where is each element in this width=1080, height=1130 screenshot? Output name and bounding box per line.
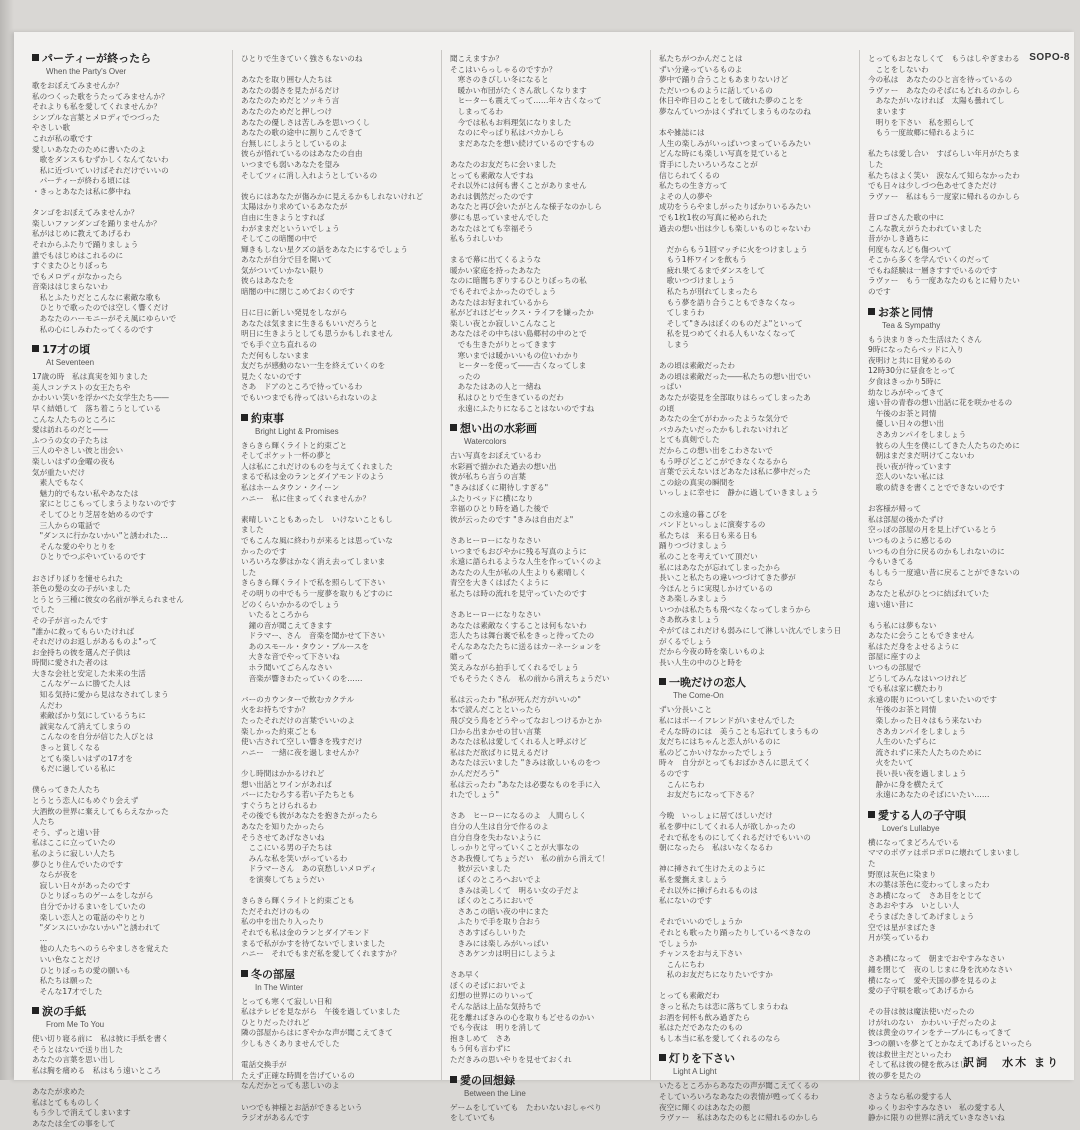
bullet-square-icon — [868, 811, 875, 818]
bullet-square-icon — [32, 54, 39, 61]
song-lyrics: ずい分長いこと 私にはボーイフレンドがいませんでした そんな時のには 美うことも忘れてしまうもの 友だちにはちゃんと恋人がいるのに 私のどこかいけなかったでしょう 時々 自分がとってもおばかさんに思えてく るのです こんにちわ お友だちになって下さる？ 今晩 いっしょに居てほしいだけ 私を夢中にしてくれる人が欲しかったの それで私をものにしてくれるだけでもいいの 朝になったら 私はいなくなるわ 神に挿されて生けたえのように 私を愛撫えましょう それ以外に挿げられるものは 私にないのです それでいいのでしょうか それとも歌ったり踊ったりしているべきなの でしょうか チャンスをお与え下さい こんにちわ 私のお友だちになりたいですか とっても素敵だわ きっと私たちは恋に落ちてしまうわね お酒を何杯も飲み過ぎたら 私はただであなたのもの もし本当に私を愛してくれるのなら — [659, 705, 819, 1043]
song-title — [659, 1052, 849, 1066]
song-subtitle: The Come-On — [673, 691, 724, 701]
bullet-square-icon — [450, 1076, 457, 1083]
song-title-text: 一晩だけの恋人 — [669, 676, 746, 690]
binding-shadow — [0, 0, 14, 1080]
song-lyrics: 聞こえますか？ そこはいらっしゃるのですか？ 寒さのきびしい冬になると 暖かい布団がたくさん欲しくなります ヒーターも震えてって……年々古くなって しまってるわ 今では私もお料理気になりました なのにやっぱり私はバカかしら まだあなたを想い続けているのですもの あなたのお友だちに会いました とっても素敵な人ですね それ以外には何も書くことがありません あれは偶然だったのです あなたと再び会いたがとんな様子なのかしら 夢にも思っていませんでした あなたはとても幸福そう 私もうれしいわ まるで幕に出てくるような 暖かい家庭を持ったあなた なのに暗闇ちぎりするひとりぼっちの私 でもそれでよかったのでしょう あなたはお好まれているから 私がどれほどセックス・ライフを嫌ったか 楽しい夜とか寂しいこんなこと あなたはその中ちはい島郷村の中のとで でも生きたがりとってきます 寒いまでは暖かいいもの位いわかり ヒーターを使って――古くなってしま ったの あなたはあの人と一緒ね 私はひとりで生きているのだわ 永遠にふたりになることはないのですね — [450, 54, 602, 413]
song-subtitle: Tea & Sympathy — [882, 320, 941, 330]
song-title-text: 愛の回想録 — [460, 1073, 515, 1087]
song-title — [868, 306, 1058, 320]
song-title — [32, 1005, 222, 1019]
song-subtitle: At Seventeen — [46, 358, 95, 368]
song-block — [450, 1074, 640, 1124]
song-block — [868, 54, 1058, 298]
song-title-text: 17才の頃 — [42, 343, 91, 357]
song-title-text: パーティーが終ったら — [42, 52, 152, 65]
song-title — [659, 676, 849, 690]
song-block — [241, 968, 431, 1124]
song-lyrics: きらきら輝くライトと約束ごと そしてポケット一杯の夢と 人は私にこれだけのものを与えてくれました まるで私は金のランとダイアモンドのよう 私はホームタウン・クイーン ハニー 私に住まってくれませんか？ 素晴しいこともあったし いけないこともし ました でもこんな風に終わりが来るとは思っていな かったのです いろいろな夢はかなく消え去ってしまいま した きらきら輝くライトで私を照らして下さい その明りの中でもう一度夢を取りもどすのに どのくらいかかるのでしょう いたるところから 鐘の音が聞こえてきます ドラマー、さん 音楽を聞かせて下さい あのスモール・タウン・ブルースを 大きな音でやって下さいね ホラ聞いてごらんなさい 音楽が響きわたっていくのを…… バーのカウンターで飲むカクテル 火をお持ちですか？ たったそれだけの言葉でいいのよ 楽しかった約束ごとも 使い古されて空しい響きを残すだけ ハニー 一緒に夜を過しませんか？ 少し時間はかかるけれど 想い出話とワインがあれば バーにたむろする若い子たちとも すぐうちとけられるわ その後でも彼があなたを抱きたがったら あなたを知りたかったら そうさせてあげなさいね ここにいる男の子たちは みんな私を笑いがっているわ ドラマーさん あの哀愁しいメロディ を演奏してちょうだい きらきら輝くライトと約束ごとも ただそれだけのもの 私の中を出たり入ったり それでも私は金のランとダイアモンド まるで私がかすを待てないでしまいました ハニー それでもまだ私を愛してくれますか？ — [241, 440, 401, 959]
bullet-square-icon — [450, 424, 457, 431]
bullet-square-icon — [32, 1007, 39, 1014]
lyrics-columns — [24, 50, 1068, 1129]
song-block — [659, 676, 849, 1044]
song-title — [868, 809, 1058, 823]
song-title-text: 想い出の水彩画 — [460, 422, 537, 436]
song-lyrics: とっても寒くて寂しい日和 私はテレビを見ながら 午後を過していました ひとりだったけれど 隣の部屋からはにぎやかな声が聞こえてきて 少しもさくありませんでした 電話交換手が たえず正確な時間を告げているの なんだかとっても悲しいのよ いつでも神様とお話ができるという ラジオがあるんです — [241, 996, 401, 1123]
song-lyrics: 横になってまどろんでいる ママのポヴァはポロポロに壊れてしまいまし た 野原は灰色に染まり 木の葉は茶色に変わってしまったわ さあ横になって さあ目をとじて さあおやすみ いとしい人 そうまばたきしてあげましょう 空では星がまばたき 月が笑っているわ さあ横になって 朝までおやすみなさい 鐘を閉じて 夜のしじまに身を沈めなさい 横になって 愛や天国の夢を見るのよ 愛の子守唄を歌ってあげるから その昔は彼は魔法使いだったの けがれのない かわいい子だったのよ 彼は黄金のワインをテーブルにもってきて 3つの願いを夢とてとかなえてあげるといったら 彼は救世主だといったわ そして私は彼の健を飲みほし 彼の夢を見たの さようなら私の愛する人 ゆっくりおやすみなさい 私の愛する人 静かに限りの世界に消えていきなさいね — [868, 837, 1033, 1123]
song-lyrics: とってもおとなしくて もうはしやぎまわる ことをしないわ 今の私は あなたのひと言を待っているの ラヴァー あなたのそばにもどれるのかしら あなたがいなければ 太陽も曇れてし まいます 明りを下さい 私を照らして もう一度故郷に帰れるように 私たちは愛し合い すばらしい年月がたちま した 私たちはよく笑い 涙なんて知らなかったわ でも日々は少しづつ色あせてきただけ ラヴァー 私はもう一度家に帰れるのかしら 昔ロゴさんた歌の中に こんな教えがうたわれていました 昔がかしき過ちに 何度もなんども傷ついて そこから多くを学んでいくのだって でもね経験は一層きすすでいるのです ラヴァー もう一度あなたのもとに帰りたい のです — [868, 54, 1020, 297]
lyrics-column — [24, 50, 233, 1129]
song-subtitle: Between the Line — [464, 1088, 526, 1098]
lyrics-column — [233, 50, 442, 1123]
translation-credit: 訳詞 水木 まり — [963, 1056, 1060, 1069]
song-title — [450, 422, 640, 436]
song-subtitle: Light A Light — [673, 1067, 717, 1077]
song-block — [450, 422, 640, 1065]
song-block — [32, 343, 222, 997]
song-title-text: 灯りを下さい — [669, 1052, 735, 1066]
song-title-text: お茶と同情 — [878, 305, 933, 319]
bullet-square-icon — [659, 1054, 666, 1061]
song-lyrics: もう決まりきった生活はたくさん 9時になったらベッドに入り 夜明けと共に目覚めるの 12時30分に昼食をとって 夕食はきっかり5時に 幼なじみがやってきて 遠い昔の青春の想い出話に花を咲かせるの 午後のお茶と同情 優しい日々の想い出 さあカンパイをしましょう 彼らの人生を僕にしてきた人たちのために 朝はまだまだ明けてこないわ 長い夜が待っています 恋人のいない私には 歌の続きを書くことでできないのです お客様が帰って 私は部屋の後かたずけ 空っぽの部屋の月を見上げているとう いつものように感じるの いつもの自分に戻るのかもしれないのに 今もいきてる もしもう一度遠い昔に戻ることができないの なら あなたと私がひとつに結ばれていた 遠い遠い昔に もう私には夢もない あなたに会うこともできません 私はただ身をよせるように 部屋に座すのよ いつもの部屋で どうしてみんなはいつけれど でも私は家に横たわり 永遠の眠りについてしまいたいのです 午後のお茶と同情 楽しかった日々はもう来ないわ さあカンパイをしましょう 人生のいたずらに 流されずに来た人たちのために 火をたいて 長い長い夜を過しましょう 静かに身を横たえて 永遠にあなたのそばにいたい…… — [868, 334, 1020, 800]
song-lyrics: 私たちがつかんだことは ずい分違っているものよ 夢中で踊り合うこともあまりないけど ただいつものように話しているの 休日や昨日のことをして破れた夢のことを 夢なんていつかはくずれてしまうものなのね 本や雑誌には 人生の楽しみがいっぱいつまっているみたい どんな時にも楽しい写真を見ていると 背手にしたいろいろなことが 信じられてくるの 私たちの生き方って よその人の夢や 成功をうらやましがったりばかりいるみたい でも1枚1枚の写真に秘められた 過去の想い出は少しも楽しいものじゃないわ だからもう1回マッチに火をつけましょう もう1杯ワインを飲もう 疲れ果てるまでダンスをして 歌いつづけましょう 私たちが別れてしまったら もう夢を語り合うこともできなくなっ てしまうわ そして"きみはぼくのものだよ"といって 私を見つめてくれる人もいなくなって しまう あの頃は素敵だったわ あの頃は素敵だった――私たちの想い出でい っぱい あなたが姿見を全部取りはらってしまったあ の頃 あなたの全てがわかったような気分で バカみたいだったかもしれないけれど とても真剣でした だからこの想い出をこわさないで もう呼びどこどこができなくなるから 言葉で云えないほどあなたは私に夢中だった この絵の真実の瞬間を いっしょに幸せに 静かに過していきましょう この永遠の暮こびを バンドといっしょに演奏するの 私たちは 来る日も来る日も 踊りつづけましょう 私のことを考えていて頂だい 私にはあなたが忘れてしまったから 長いこと私たちの違いつづけてきた夢が 今ほんとうに実現しかけているの さあ楽しみましょう いつかは私たちも飛べなくなってしまうから さあ飲みましょう やがてはこれだけも弱みにして淋しい沈んでしまう日 がくるでしょう だから今夜の時を楽しいものよ 長い人生の中のひと時を — [659, 54, 842, 667]
lyrics-column — [442, 50, 651, 1123]
bullet-square-icon — [32, 345, 39, 352]
song-title-text: 涙の手紙 — [42, 1005, 86, 1019]
song-lyrics: 使い切り寝る前に 私は彼に手紙を書く そうとはないで送り出した あなたの言葉を思い出し 私は胸を痛める 私はもう遠いところ あなたが求めた 私はとてもものしく もう少しで消えてしまいます あなたは全ての事をして — [32, 1034, 169, 1129]
catalog-number: SOPO-8 — [1029, 52, 1070, 63]
song-subtitle: Watercolors — [464, 437, 507, 447]
song-title — [32, 343, 222, 357]
song-subtitle: From Me To You — [46, 1020, 105, 1030]
song-lyrics: いたるところからあなたの声が聞こえてくるの そしていろいろなあなたの表情が甦ってくるわ 夜空に輝くのはあなたの顔 ラヴァー 私はあなたのもとに帰れるのかしら — [659, 1081, 819, 1123]
lyrics-column — [651, 50, 860, 1123]
song-subtitle: Lover's Lullabye — [882, 823, 940, 833]
song-block — [450, 54, 640, 414]
song-title-text: 冬の部屋 — [251, 967, 295, 981]
song-lyrics: 古い写真をおぼえているわ 水彩画で描かれた過去の想い出 彼が私ちら言うの言葉 "きみはぼくに期待しすぎる" ふたりベッドに横になり 幸福のひとり時を過した後で 彼が云ったのです "きみは自由だよ" さあヒーローになりなさい いつまでもおびやかに残る写真のように 永遠に語られるような人生を作っていくのよ あなたの人生が私の人生よりも素晴しく 青空を大きくはばたくように 私たちは時の流れを見守っていたのです さあヒーローになりなさい あなたは素敵なくすることは何もないわ 恋人たちは舞台裏で私をきっと待ってたの そんなあなたたちに送るはカーネーションを 贈って 笑えみながら拍手してくれるでしょう でもそうたくさん 私の前から消えちょうだい 私は云ったわ "私が死んだ方がいいの" 本で読んだことといったら 飛び交う鳥をどうやってなおしつけるかとか 口から出まかせの甘い言葉 あなたは私は愛してくれる人と呼ぶけど 私はただ欲ばりに見えるだけ あなたは云いました "きみは欲しいものをつ かんだだろう" 私は云ったわ "あなたは必要なものを手に入 れたでしょう" さあ ヒーローになるのよ 人間らしく 自分の人生は自分で作るのよ 自分自身を失わないように しっかりと守っていくことが大事なの さあ我慢してちょうだい 私の前から消えて！ 彼が云いました ぼくのところへおいでよ きみは美しくて 明るい女の子だよ ぼくのところにおいで さあこの暗い夜の中にまた ふたりで手を取り合おう さあすばらしいりた きみには楽しみがいっぱい さあケンカは明日にしようよ さあ早く ぼくのそばにおいでよ 幻想の世界にのりいって そんな話は上品な気持ちで 花を離ればきみの心を取りもどせるのかい でも今夜は 明りを消して 抱きしめて さあ もう何も言わずに ただきみの思いやりを見せておくれ — [450, 451, 610, 1065]
song-block — [32, 52, 222, 335]
song-block — [868, 809, 1058, 1124]
bullet-square-icon — [241, 970, 248, 977]
song-lyrics: ゲームをしていても たわいないおしゃべり をしていても — [450, 1102, 602, 1123]
song-title — [450, 1074, 640, 1088]
song-subtitle: In The Winter — [255, 982, 303, 992]
lyrics-column — [860, 50, 1068, 1123]
lyrics-sheet — [14, 32, 1074, 1129]
song-title-text: 約束事 — [251, 411, 284, 425]
song-block — [659, 54, 849, 668]
song-block — [659, 1052, 849, 1123]
song-title — [241, 968, 431, 982]
song-subtitle: When the Party's Over — [46, 67, 127, 76]
song-lyrics: 17歳の時 私は真実を知りました 美人コンテストの女王たちや かわいい笑いを浮かべた女学生たち―― 早く結婚して 落ち着こうとしている こんな人たちのところに 愛は訪れるのだと―― ふつうの女の子たちは 三人のやさしい彼と出会い 楽しいはずの金曜の夜も 気が重たいだけ 素人でもなく 魅力的でもない私やあなたは 家にとじこもってしまうよりないのです そしてひとり芝居を始めるのです 三人からの電話で "ダンスに行かないかい"と誘われた… そんな愛のやりとりを ひとりでつぶやいているのです おさげりぼりを憧せられた 茶色の髪の女の子がいました とうとう三種に彼女の名前が挙えられません でした その子が言ったんです "誰かに救ってもらいたければ それだけのお返しがあるものよ"って お金持ちの彼を選んだ子供は 時間に愛された者のは 大きな会社と安定した未来の生活 こんなゲームに勝てた人は 知る気持に愛から見はなされてしまう んだわ 素敵ばかり気にしているうちに 誠実なんて消えてしまうの こんなのを自分が信じた人びとは きっと貧しくなる とても楽しいはずの17才を もだに過している私に 僕らってきた人たち とうとう恋人にもめぐり会えず 大酒飲の世界に棄えしてもらえなかった 人たち そう、ずっと遠い昔 私はここに立っていたの 私のように寂しい人たち 夢ひとり住んでいたのです ならが夜を 寂しい日々があったのです ひとりぼっちのゲームをしながら 自分でかけるまいをしていたの 楽しい恋人との電話のやりとり "ダンスにいかないかい"と誘われて … 他の人たちへのうらやましさを覚えた いい色なことだけ ひとりぼっちの愛の願いも 私たちは願った そんな17才でした — [32, 372, 184, 996]
song-block — [241, 412, 431, 960]
bullet-square-icon — [659, 678, 666, 685]
song-subtitle: Bright Light & Promises — [255, 426, 339, 436]
bullet-square-icon — [868, 308, 875, 315]
song-lyrics: ひとりで生きていく強さもないのね あなたを取り囲む人たちは あなたの弱さを見たがるだけ あなたのためだとソッキう言 あなたのためだと押しつけ あなたの優しさは苦しみを思いつくし あなたの歌の途中に割りこんできて 台無しにしようとしているのよ 彼らが悟れているのはあなたの自由 いつまでも弱いあなたを望み そしてツィに消し入れようとしているの 彼らにはあなたが傷みかに見えるかもしれないけれど 太陽はかり求めているあなたが 自由に生きようとすれば わがままだといういでしょう そしてこの暗闇の中で 輝きもしない星クズの話をあなたにするでしょう あなたが自分で目を開いて 気がついていかない限り 彼らはあなたを 暗闇の中に閉じこめておくのです 日に日に新しい発見をしながら あなたは気ままに生きるもいいだろうと 明日に生きようとしても思うかもしれません でも手ぐ立ち直れるの ただ何もしないまま 友だちが感動のない一生を終えていくのを 見たくないのです さあ ドアのところで待っているわ でもいつまでも待ってはいられないのよ — [241, 54, 424, 402]
song-block — [32, 1005, 222, 1129]
bullet-square-icon — [241, 414, 248, 421]
song-title-text: 愛する人の子守唄 — [878, 808, 966, 822]
song-title — [32, 52, 222, 66]
song-block — [241, 54, 431, 404]
song-block — [868, 306, 1058, 801]
song-title — [241, 412, 431, 426]
song-lyrics: 歌をおぼえてみませんか？ 私のつくった歌をうたってみませんか？ それよりも私を愛してくれませんか？ シンプルな言葉とメロディでつづった やさしい歌 これが私の歌です 愛しいあなたのために書いたのよ 歌をダンスもむずかしくなんてないわ 私に近づいていけばそれだけでいいの パーティーが終わる頃には ・きっとあなたは私に夢中ね タンゴをおぼえてみませんか？ 楽しいファンダンゴを踊りませんか？ 私がはじめに教えてあげるわ それからふたりで踊りましょう 誰でもはじめはこれるのに すぐまたひとりぼっち でもメロディがなかったら 音楽ははじまらないわ 私とふたりだとこんなに素敵な歌も ひとりで歌ったのでは空しく響くだけ あなたのハーモニーがそえ風にゆらいで 私の心にしみわたってくるのです — [32, 81, 177, 334]
